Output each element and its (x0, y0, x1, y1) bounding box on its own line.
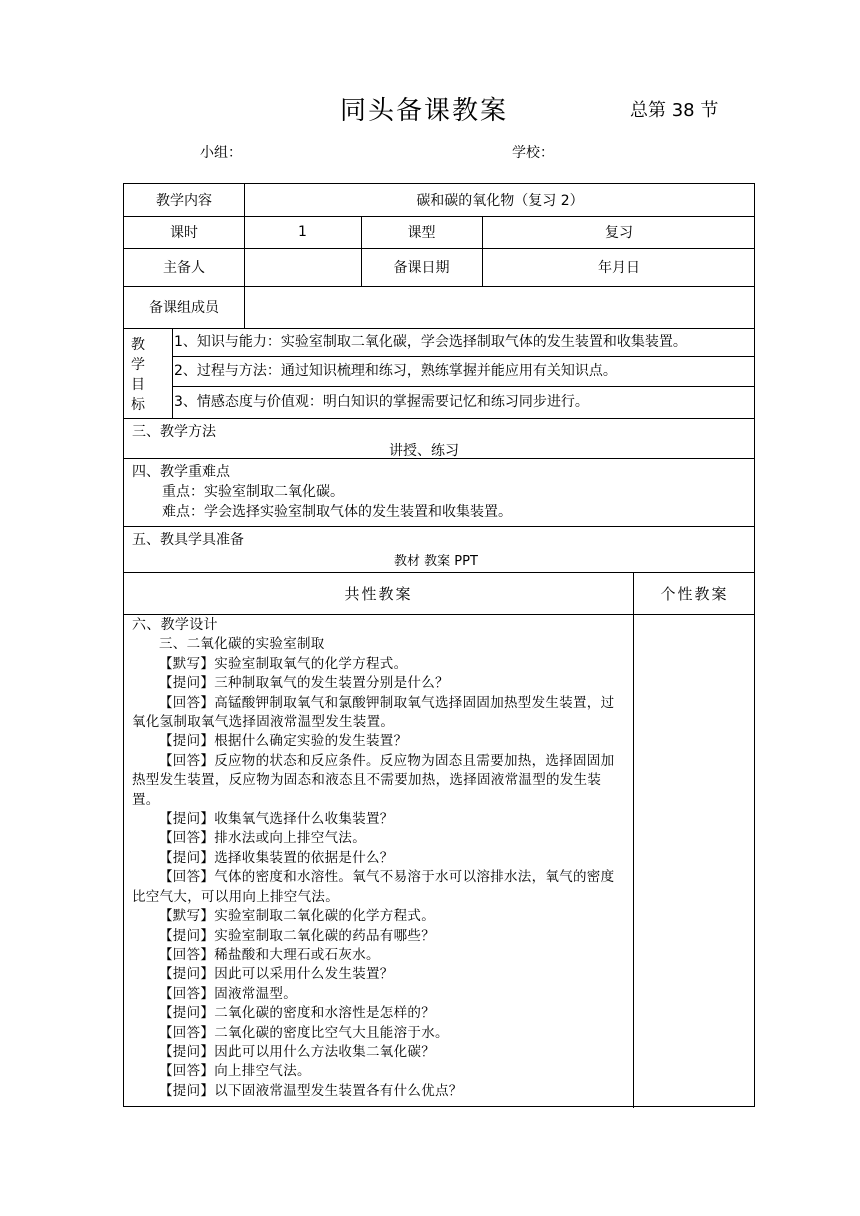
goals-label-char: 学 (131, 357, 145, 373)
hours-value: 1 (298, 224, 307, 240)
key-point: 重点：实验室制取二氧化碳。 (162, 484, 344, 500)
lead-label: 主备人 (163, 260, 205, 276)
members-value (244, 286, 756, 328)
lesson-plan-table (123, 183, 755, 1107)
design-paragraph: 【提问】因此可以用什么方法收集二氧化碳？ (159, 1043, 435, 1060)
design-paragraph: 【提问】以下固液常温型发生装置各有什么优点？ (159, 1082, 463, 1099)
goals-label-char: 教 (131, 337, 145, 353)
goal-item: 1、知识与能力：实验室制取二氧化碳，学会选择制取气体的发生装置和收集装置。 (174, 334, 687, 350)
individual-plan-header: 个性教案 (660, 584, 729, 603)
design-paragraph: 【回答】高锰酸钾制取氧气和氯酸钾制取氧气选择固固加热型发生装置，过氧化氢制取氧气选择固液常温型发生装置。 (132, 694, 615, 731)
design-paragraph: 【回答】向上排空气法。 (159, 1063, 311, 1080)
row-divider (172, 386, 754, 387)
row-divider (124, 328, 754, 329)
document-title: 同头备课教案 (340, 96, 509, 126)
design-paragraph: 【回答】排水法或向上排空气法。 (159, 830, 366, 847)
key-points-heading: 四、教学重难点 (132, 464, 230, 480)
tools-heading: 五、教具学具准备 (132, 532, 244, 548)
design-paragraph: 【提问】实验室制取二氧化碳的药品有哪些？ (159, 927, 435, 944)
school-label: 学校： (512, 145, 554, 161)
design-paragraph: 【提问】收集氧气选择什么收集装置？ (159, 811, 394, 828)
common-plan-header: 共性教案 (344, 584, 413, 603)
members-label: 备课组成员 (149, 300, 219, 316)
goals-label-char: 目 (131, 377, 145, 393)
col-divider (172, 328, 173, 418)
row-divider (124, 418, 754, 419)
difficult-point: 难点：学会选择实验室制取气体的发生装置和收集装置。 (162, 504, 512, 520)
design-paragraph: 【提问】选择收集装置的依据是什么？ (159, 849, 394, 866)
row-divider (172, 356, 754, 357)
design-heading: 六、教学设计 (132, 617, 218, 633)
lead-value (244, 248, 361, 286)
hours-label: 课时 (170, 225, 198, 241)
type-label: 课型 (407, 225, 436, 241)
individual-plan-area (633, 614, 756, 1108)
design-paragraph: 【回答】固液常温型。 (159, 985, 297, 1002)
date-value: 年月日 (598, 260, 640, 276)
design-subheading: 三、二氧化碳的实验室制取 (159, 636, 325, 653)
design-paragraph: 【提问】因此可以采用什么发生装置？ (159, 966, 394, 983)
group-label: 小组： (200, 145, 242, 161)
design-paragraph: 【提问】根据什么确定实验的发生装置？ (159, 733, 408, 750)
design-paragraph: 【默写】实验室制取氧气的化学方程式。 (159, 655, 408, 672)
type-value: 复习 (605, 225, 633, 241)
methods-value: 讲授、练习 (389, 443, 459, 459)
goal-item: 2、过程与方法：通过知识梳理和练习，熟练掌握并能应用有关知识点。 (174, 363, 617, 379)
design-paragraph: 【提问】三种制取氧气的发生装置分别是什么？ (159, 675, 449, 692)
goals-label-char: 标 (131, 397, 145, 413)
design-paragraph: 【回答】气体的密度和水溶性。氧气不易溶于水可以溶排水法，氧气的密度比空气大，可以用向上排空气法。 (132, 869, 615, 905)
methods-heading: 三、教学方法 (132, 424, 216, 440)
design-paragraph: 【提问】二氧化碳的密度和水溶性是怎样的？ (159, 1005, 435, 1022)
design-paragraph: 【回答】反应物的状态和反应条件。反应物为固态且需要加热，选择固固加热型发生装置，反应物为固态和液态且不需要加热，选择固液常温型的发生装置。 (132, 752, 615, 808)
design-section (124, 614, 633, 1108)
design-body (132, 616, 628, 1101)
row-divider (124, 526, 754, 527)
content-label: 教学内容 (156, 193, 212, 209)
tools-value: 教材 教案 PPT (394, 554, 478, 569)
date-label: 备课日期 (393, 260, 450, 276)
design-paragraph: 【回答】二氧化碳的密度比空气大且能溶于水。 (159, 1024, 449, 1041)
content-value: 碳和碳的氧化物（复习 2） (416, 193, 584, 209)
goal-item: 3、情感态度与价值观：明白知识的掌握需要记忆和练习同步进行。 (174, 394, 589, 410)
design-paragraph: 【默写】实验室制取二氧化碳的化学方程式。 (159, 908, 435, 925)
period-number: 总第 38 节 (630, 100, 719, 121)
design-paragraph: 【回答】稀盐酸和大理石或石灰水。 (159, 946, 380, 963)
